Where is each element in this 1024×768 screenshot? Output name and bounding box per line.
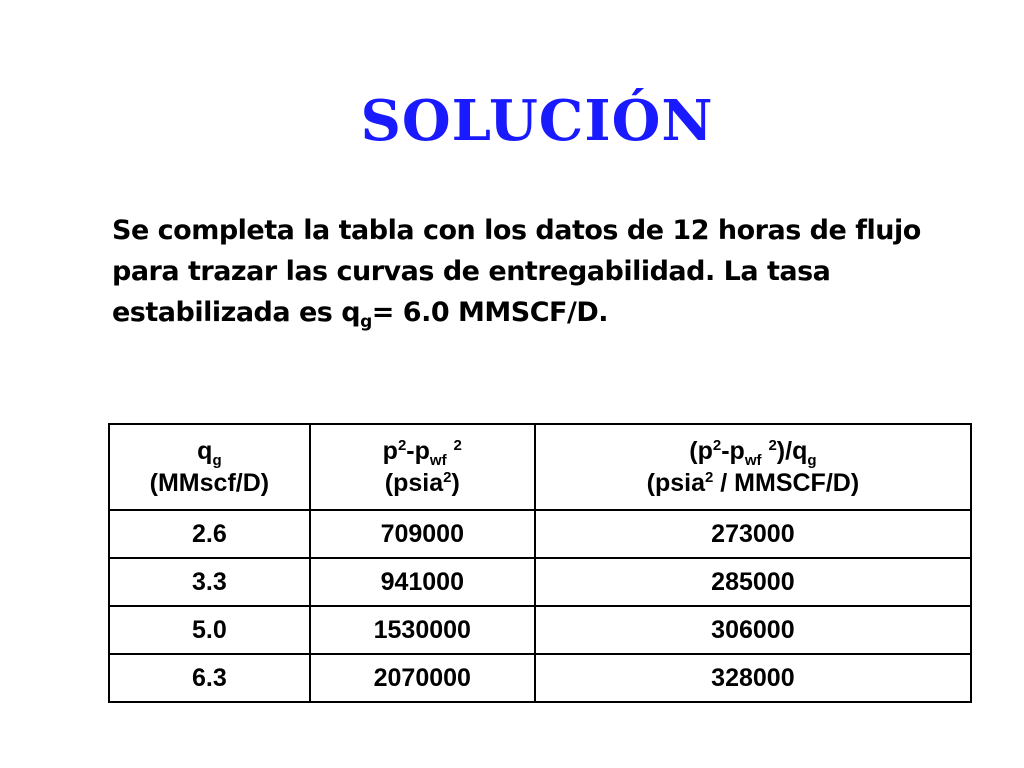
header-qg-subscript: g [212,452,222,469]
header-pd-units-sup: 2 [443,469,452,486]
cell-qg: 2.6 [109,510,310,558]
header-pdr-minus-p: -p [721,437,745,465]
cell-qg: 3.3 [109,558,310,606]
cell-pressure-diff: 1530000 [310,606,535,654]
table-header-row [109,424,971,510]
table-row [109,510,971,558]
intro-text-main: Se completa la tabla con los datos de 12 horas de flujo para trazar las curvas de entregabilidad. La tasa estabilizada es q [112,215,921,328]
cell-pressure-diff-per-rate: 328000 [535,654,971,702]
cell-pressure-diff-per-rate: 285000 [535,558,971,606]
cell-qg: 5.0 [109,606,310,654]
header-qg [109,424,310,510]
header-qg-symbol: q [197,437,213,465]
header-pd-units-b: ) [451,469,460,497]
cell-pressure-diff: 709000 [310,510,535,558]
header-pdr-sub: wf [744,452,762,469]
header-pd-sub: wf [429,452,447,469]
header-pd-minus-p: -p [406,437,430,465]
header-pdr-open-p: (p [689,437,713,465]
intro-text-rate: = 6.0 MMSCF/D. [371,297,608,328]
header-pressure-diff [310,424,535,510]
header-pdr-sup1: 2 [712,437,722,454]
header-pdr-units-b: / MMSCF/D) [713,469,860,497]
cell-pressure-diff-per-rate: 306000 [535,606,971,654]
header-pdr-units-sup: 2 [704,469,714,486]
header-pdr-units-a: (psia [646,469,705,497]
header-pd-sup2: 2 [453,437,462,454]
cell-pressure-diff: 941000 [310,558,535,606]
header-pressure-diff-per-rate [535,424,971,510]
header-qg-units: (MMscf/D) [149,469,270,497]
table-row [109,606,971,654]
header-pdr-sub2: g [807,452,817,469]
cell-pressure-diff: 2070000 [310,654,535,702]
header-pd-units-a: (psia [384,469,444,497]
header-pd-p: p [382,437,398,465]
header-pdr-div-q: )/q [776,437,808,465]
slide-title: SOLUCIÓN [360,88,714,154]
cell-qg: 6.3 [109,654,310,702]
header-pdr-sup2: 2 [768,437,777,454]
intro-subscript: g [360,312,372,332]
intro-paragraph [112,210,952,333]
cell-pressure-diff-per-rate: 273000 [535,510,971,558]
header-pd-sup1: 2 [397,437,407,454]
deliverability-table [108,423,972,703]
table-row [109,558,971,606]
table-row [109,654,971,702]
